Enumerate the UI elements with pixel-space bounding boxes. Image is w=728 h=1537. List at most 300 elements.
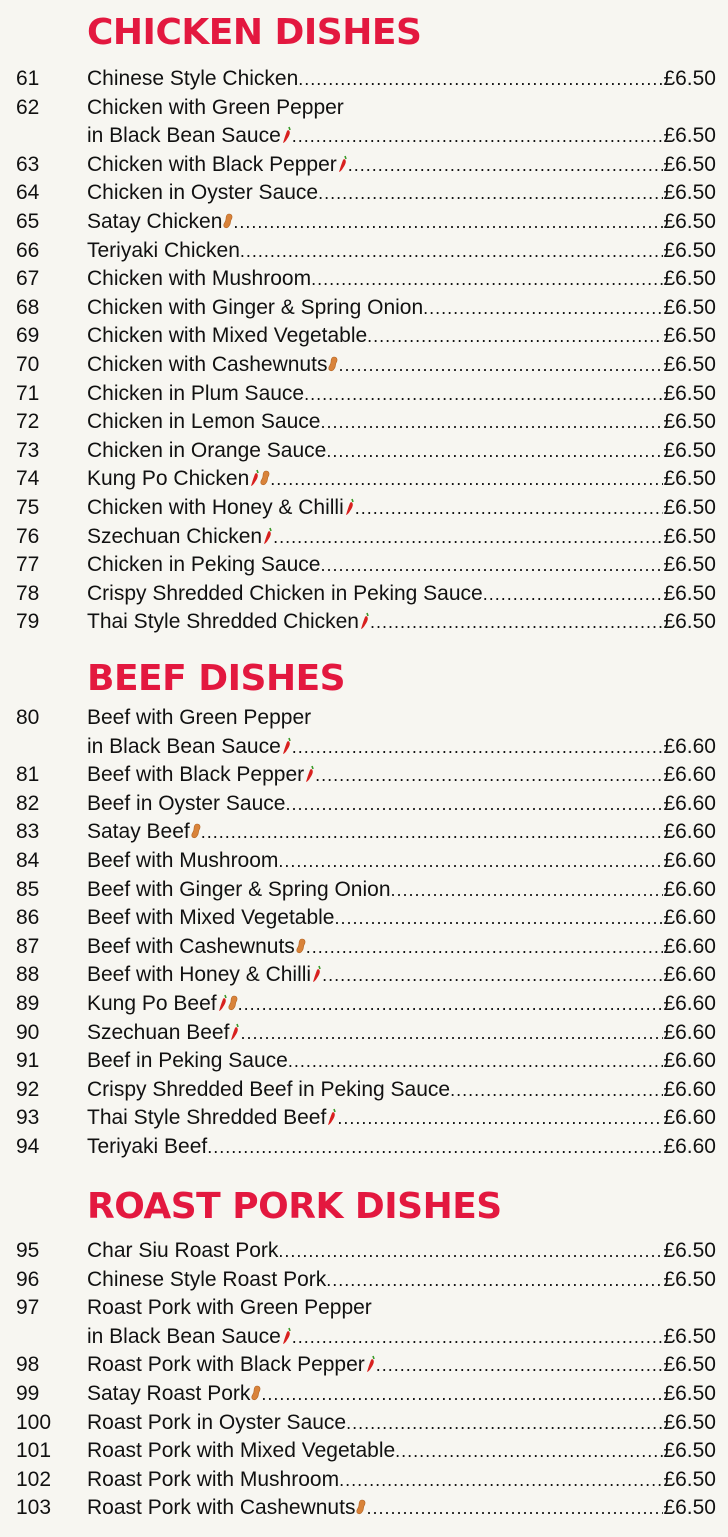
peanut-icon	[260, 464, 270, 493]
menu-item	[0, 1046, 728, 1075]
dietary-icons	[296, 932, 306, 961]
item-name: Roast Pork with Black Pepper	[87, 1353, 365, 1377]
item-line	[87, 989, 716, 1019]
item-line	[87, 1132, 716, 1162]
item-line	[87, 264, 716, 294]
menu-item	[0, 732, 728, 761]
item-price: £6.50	[663, 410, 716, 434]
dietary-icons	[191, 817, 201, 846]
item-price: £6.50	[663, 353, 716, 376]
item-name: Chicken with Mushroom	[87, 267, 312, 291]
menu-item	[0, 1379, 728, 1408]
item-line	[87, 875, 716, 905]
item-name: Chicken with Mixed Vegetable	[87, 324, 368, 348]
item-price: £6.60	[663, 877, 716, 901]
chilli-icon	[366, 1350, 376, 1379]
menu-item	[0, 293, 728, 322]
item-name: Beef with Mixed Vegetable	[87, 906, 335, 930]
item-name: in Black Bean Sauce	[87, 124, 281, 148]
item-line	[87, 1379, 716, 1409]
dietary-icons	[305, 760, 315, 789]
item-name: Roast Pork with Mushroom	[87, 1467, 340, 1491]
item-name: Roast Pork with Mixed Vegetable	[87, 1439, 396, 1463]
item-price: £6.60	[663, 1106, 716, 1130]
item-line	[87, 178, 716, 208]
item-name: Chinese Style Roast Pork	[87, 1267, 327, 1291]
dot-leader	[311, 265, 663, 294]
dot-leader	[201, 818, 664, 847]
item-name: Beef with Honey & Chilli	[87, 963, 312, 987]
item-number: 83	[16, 820, 40, 844]
menu-item	[0, 436, 728, 465]
item-number: 72	[16, 410, 40, 434]
item-price: £6.50	[663, 1353, 716, 1377]
dot-leader	[273, 523, 663, 552]
menu-item	[0, 64, 728, 93]
menu-item	[0, 1350, 728, 1379]
chilli-icon	[250, 464, 260, 493]
dietary-icons	[251, 1379, 261, 1408]
dietary-icons	[230, 1018, 240, 1047]
item-price: £6.50	[663, 1239, 716, 1262]
item-number: 73	[16, 438, 40, 462]
item-number: 66	[16, 238, 40, 262]
item-name: Crispy Shredded Chicken in Peking Sauce	[87, 581, 483, 605]
item-number: 61	[16, 67, 40, 90]
menu-item	[0, 264, 728, 293]
peanut-icon	[223, 207, 233, 236]
item-line	[87, 236, 716, 266]
item-name: Thai Style Shredded Beef	[87, 1106, 327, 1130]
item-name: Satay Roast Pork	[87, 1382, 251, 1405]
menu-item	[0, 464, 728, 493]
section-heading: BEEF DISHES	[87, 658, 346, 699]
menu-item	[0, 379, 728, 408]
item-price: £6.50	[663, 152, 716, 176]
item-price: £6.60	[663, 906, 716, 930]
item-line	[87, 789, 716, 819]
menu-item	[0, 703, 728, 732]
item-number: 93	[16, 1106, 40, 1130]
item-name: Beef with Black Pepper	[87, 763, 305, 787]
item-price: £6.60	[663, 1049, 716, 1073]
item-name: Crispy Shredded Beef in Peking Sauce	[87, 1077, 451, 1101]
chilli-icon	[360, 607, 370, 636]
item-price: £6.60	[663, 1135, 716, 1158]
dietary-icons	[345, 493, 355, 522]
item-line	[87, 1293, 716, 1322]
item-number: 98	[16, 1353, 40, 1377]
item-line	[87, 407, 716, 437]
dot-leader	[367, 322, 663, 351]
item-price: £6.60	[663, 992, 716, 1015]
item-number: 90	[16, 1020, 40, 1044]
chilli-icon	[327, 1103, 337, 1132]
item-price: £6.60	[663, 763, 716, 787]
chilli-icon	[305, 760, 315, 789]
item-number: 70	[16, 353, 40, 376]
item-price: £6.60	[663, 734, 716, 758]
item-price: £6.60	[663, 934, 716, 958]
item-name: in Black Bean Sauce	[87, 1324, 281, 1348]
dot-leader	[292, 122, 664, 151]
item-name: Beef in Oyster Sauce	[87, 791, 286, 815]
item-name: Char Siu Roast Pork	[87, 1239, 279, 1262]
item-price: £6.50	[663, 438, 716, 462]
dot-leader	[376, 1351, 664, 1380]
menu-item	[0, 121, 728, 150]
dot-leader	[238, 990, 664, 1019]
item-number: 69	[16, 324, 40, 348]
menu-item	[0, 1236, 728, 1265]
item-line	[87, 932, 716, 962]
menu-item	[0, 1436, 728, 1465]
item-price: £6.50	[663, 1467, 716, 1491]
item-name: Chicken with Cashewnuts	[87, 353, 328, 376]
item-price: £6.50	[663, 610, 716, 634]
item-name: Chicken with Ginger & Spring Onion	[87, 295, 424, 319]
item-name: Satay Beef	[87, 820, 190, 844]
item-number: 89	[16, 992, 40, 1015]
item-line	[87, 1265, 716, 1295]
item-line	[87, 960, 716, 990]
dietary-icons	[263, 522, 273, 551]
item-price: £6.50	[663, 238, 716, 262]
item-price: £6.50	[663, 181, 716, 205]
item-line	[87, 1493, 716, 1523]
item-price: £6.60	[663, 791, 716, 815]
dietary-icons	[328, 350, 338, 379]
item-name: Beef with Ginger & Spring Onion	[87, 877, 391, 901]
menu-item	[0, 607, 728, 636]
menu-item	[0, 550, 728, 579]
menu-item	[0, 1132, 728, 1161]
dot-leader	[261, 1380, 663, 1409]
item-price: £6.50	[663, 381, 716, 405]
item-price: £6.50	[663, 324, 716, 348]
item-number: 78	[16, 581, 40, 605]
menu-item	[0, 236, 728, 265]
dietary-icons	[360, 607, 370, 636]
dietary-icons	[282, 1322, 292, 1351]
menu-item	[0, 350, 728, 379]
item-price: £6.50	[663, 124, 716, 148]
item-number: 74	[16, 467, 40, 491]
item-name: Chinese Style Chicken	[87, 67, 299, 90]
item-name: Satay Chicken	[87, 210, 223, 233]
item-line	[87, 1018, 716, 1048]
item-number: 62	[16, 95, 40, 119]
item-number: 101	[16, 1439, 52, 1463]
item-number: 95	[16, 1239, 40, 1262]
item-number: 91	[16, 1049, 40, 1073]
item-number: 103	[16, 1496, 52, 1520]
item-number: 81	[16, 763, 40, 787]
dot-leader	[278, 847, 663, 876]
menu-item	[0, 989, 728, 1018]
chilli-icon	[263, 522, 273, 551]
menu-item	[0, 846, 728, 875]
item-number: 84	[16, 849, 40, 872]
item-line	[87, 1465, 716, 1495]
menu-item	[0, 875, 728, 904]
item-price: £6.50	[663, 1382, 716, 1405]
item-name: Teriyaki Chicken	[87, 238, 240, 262]
item-line	[87, 1350, 716, 1380]
item-number: 87	[16, 934, 40, 958]
menu-item	[0, 903, 728, 932]
dietary-icons	[218, 989, 238, 1018]
item-name: Beef in Peking Sauce	[87, 1049, 288, 1073]
item-number: 75	[16, 496, 40, 519]
chilli-icon	[282, 121, 292, 150]
menu-item	[0, 93, 728, 122]
item-line	[87, 436, 716, 466]
item-line	[87, 121, 716, 151]
dot-leader	[278, 1237, 663, 1266]
chilli-icon	[338, 150, 348, 179]
item-number: 77	[16, 553, 40, 577]
item-number: 71	[16, 381, 40, 405]
item-line	[87, 1236, 716, 1266]
dot-leader	[288, 1047, 664, 1076]
dietary-icons	[312, 960, 322, 989]
dot-leader	[338, 351, 663, 380]
dot-leader	[292, 1323, 664, 1352]
chilli-icon	[218, 989, 228, 1018]
dot-leader	[320, 551, 663, 580]
item-number: 64	[16, 181, 40, 205]
dot-leader	[355, 494, 664, 523]
item-number: 82	[16, 791, 40, 815]
menu-item	[0, 1075, 728, 1104]
item-name: Chicken with Green Pepper	[87, 95, 344, 119]
section-heading: ROAST PORK DISHES	[87, 1186, 502, 1227]
dietary-icons	[282, 121, 292, 150]
item-line	[87, 732, 716, 762]
dot-leader	[240, 237, 664, 266]
dot-leader	[450, 1076, 663, 1105]
item-number: 92	[16, 1077, 40, 1101]
menu-item	[0, 760, 728, 789]
dot-leader	[270, 465, 663, 494]
item-number: 102	[16, 1467, 52, 1491]
item-number: 80	[16, 706, 40, 729]
section-heading: CHICKEN DISHES	[87, 12, 422, 53]
menu-item	[0, 932, 728, 961]
menu-item	[0, 1493, 728, 1522]
dietary-icons	[338, 150, 348, 179]
item-price: £6.50	[663, 496, 716, 519]
item-name: Szechuan Beef	[87, 1020, 230, 1044]
item-line	[87, 1408, 716, 1438]
item-line	[87, 64, 716, 94]
dot-leader	[346, 1409, 663, 1438]
menu-item	[0, 1103, 728, 1132]
item-number: 85	[16, 877, 40, 901]
dot-leader	[233, 208, 663, 237]
item-line	[87, 493, 716, 523]
menu-item	[0, 817, 728, 846]
item-line	[87, 703, 716, 732]
item-line	[87, 550, 716, 580]
item-number: 65	[16, 210, 40, 233]
dot-leader	[306, 933, 664, 962]
dot-leader	[391, 876, 664, 905]
menu-item	[0, 1293, 728, 1322]
item-number: 94	[16, 1135, 40, 1158]
item-line	[87, 293, 716, 323]
item-name: Thai Style Shredded Chicken	[87, 610, 359, 634]
dot-leader	[339, 1466, 663, 1495]
item-line	[87, 350, 716, 380]
item-name: Teriyaki Beef	[87, 1135, 208, 1158]
chilli-icon	[345, 493, 355, 522]
item-line	[87, 379, 716, 409]
item-price: £6.50	[663, 524, 716, 548]
item-number: 67	[16, 267, 40, 291]
item-line	[87, 321, 716, 351]
item-price: £6.50	[663, 1267, 716, 1291]
item-price: £6.50	[663, 267, 716, 291]
item-name: Roast Pork with Green Pepper	[87, 1296, 372, 1320]
menu-item	[0, 493, 728, 522]
item-price: £6.50	[663, 1496, 716, 1520]
dot-leader	[292, 733, 664, 762]
menu-item	[0, 1322, 728, 1351]
dot-leader	[335, 904, 664, 933]
item-price: £6.60	[663, 820, 716, 844]
item-name: Chicken with Black Pepper	[87, 152, 337, 176]
chilli-icon	[230, 1018, 240, 1047]
item-number: 63	[16, 152, 40, 176]
menu-item	[0, 207, 728, 236]
item-name: Beef with Cashewnuts	[87, 934, 295, 958]
menu-item	[0, 150, 728, 179]
item-number: 96	[16, 1267, 40, 1291]
menu-item	[0, 1265, 728, 1294]
item-line	[87, 1103, 716, 1133]
item-name: Chicken in Lemon Sauce	[87, 410, 321, 434]
item-price: £6.50	[663, 467, 716, 491]
peanut-icon	[251, 1379, 261, 1408]
item-line	[87, 1075, 716, 1105]
menu-item	[0, 407, 728, 436]
item-name: Szechuan Chicken	[87, 524, 263, 548]
item-line	[87, 1322, 716, 1352]
item-name: Beef with Green Pepper	[87, 706, 312, 729]
item-price: £6.50	[663, 1324, 716, 1348]
dot-leader	[483, 580, 664, 609]
item-name: Chicken in Peking Sauce	[87, 553, 321, 577]
item-price: £6.60	[663, 963, 716, 987]
dietary-icons	[327, 1103, 337, 1132]
item-line	[87, 607, 716, 637]
item-price: £6.50	[663, 581, 716, 605]
dietary-icons	[250, 464, 270, 493]
item-line	[87, 93, 716, 122]
peanut-icon	[191, 817, 201, 846]
item-price: £6.60	[663, 1020, 716, 1044]
dietary-icons	[366, 1350, 376, 1379]
peanut-icon	[296, 932, 306, 961]
dietary-icons	[282, 732, 292, 761]
peanut-icon	[356, 1493, 366, 1522]
item-number: 86	[16, 906, 40, 930]
item-price: £6.50	[663, 1410, 716, 1434]
dietary-icons	[356, 1493, 366, 1522]
dot-leader	[298, 65, 663, 94]
menu-item	[0, 789, 728, 818]
item-name: Chicken in Orange Sauce	[87, 438, 327, 462]
item-line	[87, 1436, 716, 1466]
item-name: Kung Po Chicken	[87, 467, 250, 491]
dot-leader	[207, 1133, 663, 1162]
item-number: 97	[16, 1296, 40, 1320]
chilli-icon	[282, 732, 292, 761]
item-price: £6.50	[663, 67, 716, 90]
item-name: Kung Po Beef	[87, 992, 217, 1015]
dot-leader	[285, 790, 663, 819]
dot-leader	[366, 1494, 663, 1523]
menu-item	[0, 178, 728, 207]
dot-leader	[395, 1437, 663, 1466]
item-number: 68	[16, 295, 40, 319]
item-line	[87, 207, 716, 237]
menu-item	[0, 321, 728, 350]
item-number: 99	[16, 1382, 40, 1405]
menu-item	[0, 1465, 728, 1494]
dot-leader	[326, 1266, 663, 1295]
dot-leader	[370, 608, 663, 637]
item-name: Beef with Mushroom	[87, 849, 279, 872]
item-name: Chicken in Plum Sauce	[87, 381, 305, 405]
item-price: £6.60	[663, 849, 716, 872]
item-price: £6.60	[663, 1077, 716, 1101]
menu-item	[0, 1408, 728, 1437]
item-name: Roast Pork in Oyster Sauce	[87, 1410, 347, 1434]
item-number: 100	[16, 1410, 52, 1434]
dot-leader	[320, 408, 663, 437]
dot-leader	[318, 179, 663, 208]
peanut-icon	[328, 350, 338, 379]
item-number: 76	[16, 524, 40, 548]
item-line	[87, 817, 716, 847]
item-name: Roast Pork with Cashewnuts	[87, 1496, 356, 1520]
item-line	[87, 760, 716, 790]
menu-item	[0, 960, 728, 989]
item-name: in Black Bean Sauce	[87, 734, 281, 758]
dot-leader	[315, 761, 663, 790]
menu-item	[0, 1018, 728, 1047]
item-line	[87, 846, 716, 876]
menu-item	[0, 522, 728, 551]
dot-leader	[348, 151, 664, 180]
dot-leader	[423, 294, 663, 323]
item-price: £6.50	[663, 210, 716, 233]
item-line	[87, 579, 716, 609]
dot-leader	[240, 1019, 663, 1048]
item-line	[87, 150, 716, 180]
dot-leader	[326, 437, 663, 466]
item-name: Chicken with Honey & Chilli	[87, 496, 344, 519]
item-number: 88	[16, 963, 40, 987]
dot-leader	[337, 1104, 663, 1133]
item-price: £6.50	[663, 553, 716, 577]
dot-leader	[322, 961, 663, 990]
item-line	[87, 903, 716, 933]
item-number: 79	[16, 610, 40, 634]
